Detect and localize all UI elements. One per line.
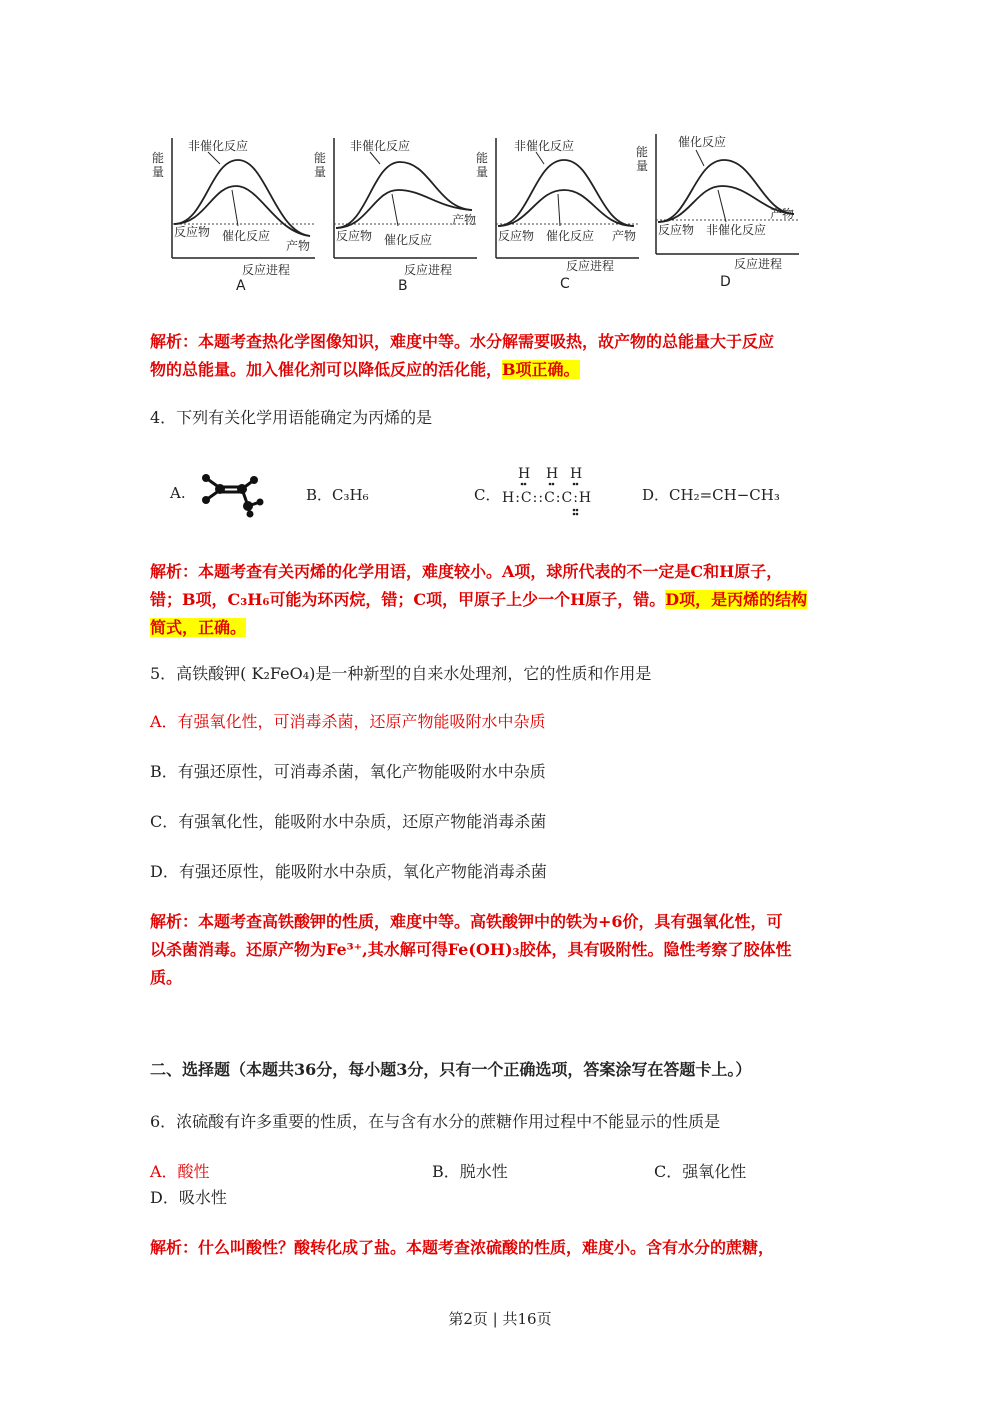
q5-option-a: A．有强氧化性，可消毒杀菌，还原产物能吸附水中杂质 <box>150 712 546 731</box>
diagram-c-letter: C <box>560 276 570 292</box>
diagram-b-xlabel: 反应进程 <box>404 263 453 277</box>
diagram-b-product-label: 产物 <box>452 213 477 227</box>
q5-option-c: C．有强氧化性，能吸附水中杂质，还原产物能消毒杀菌 <box>150 812 547 831</box>
diagram-a-ylabel-2: 量 <box>152 165 165 179</box>
diagram-b-ylabel-1: 能 <box>314 151 327 165</box>
analysis-5-line-2: 以杀菌消毒。还原产物为Fe³⁺,其水解可得Fe(OH)₃胶体，具有吸附性。隐性考察了胶体性 <box>150 940 792 959</box>
section-2-title: 二、选择题（本题共36分，每小题3分，只有一个正确选项，答案涂写在答题卡上。） <box>150 1060 752 1079</box>
q6-option-a: A．酸性 <box>150 1162 210 1181</box>
diagram-b-ylabel-2: 量 <box>314 165 327 179</box>
diagram-c-ylabel-1: 能 <box>476 151 489 165</box>
analysis-3 <box>150 328 850 384</box>
diagram-b-letter: B <box>398 278 408 294</box>
analysis-4 <box>150 558 850 642</box>
diagram-a-reactant-label: 反应物 <box>174 225 211 239</box>
diagram-d <box>636 134 799 290</box>
svg-text:H: H <box>518 466 531 482</box>
diagram-d-letter: D <box>720 274 731 290</box>
analysis-6 <box>150 1234 850 1274</box>
diagram-d-reactant-label: 反应物 <box>658 223 695 237</box>
analysis-3-highlight: B项正确。 <box>502 360 580 379</box>
analysis-5-line-1: 解析：本题考查高铁酸钾的性质，难度中等。高铁酸钾中的铁为+6价，具有强氧化性，可 <box>150 912 783 931</box>
diagram-d-ylabel-2: 量 <box>636 159 649 173</box>
diagram-b <box>314 138 477 294</box>
q6-option-d: D．吸水性 <box>150 1188 227 1207</box>
q6-option-b: B．脱水性 <box>432 1162 508 1181</box>
diagram-a-product-label: 产物 <box>286 239 311 253</box>
q4-option-c-label: C． <box>474 486 501 504</box>
q5-option-d: D．有强还原性，能吸附水中杂质，氧化产物能消毒杀菌 <box>150 862 547 881</box>
q4-electron-formula <box>500 464 610 520</box>
diagram-b-mid-label: 催化反应 <box>384 233 433 247</box>
diagram-a <box>152 138 315 294</box>
energy-diagrams <box>150 128 820 298</box>
analysis-3-line-2a: 物的总能量。加入催化剂可以降低反应的活化能， <box>150 360 503 379</box>
diagram-c <box>476 138 639 292</box>
analysis-4-line-2 <box>150 586 850 614</box>
question-4-stem: 4．下列有关化学用语能确定为丙烯的是 <box>150 408 433 427</box>
svg-text:H: H <box>570 466 583 482</box>
analysis-5-line-3: 质。 <box>150 968 183 987</box>
diagram-c-product-label: 产物 <box>612 229 637 243</box>
diagram-a-top-label: 非催化反应 <box>188 139 249 153</box>
diagram-c-mid-label: 催化反应 <box>546 229 595 243</box>
q4-option-d: D．CH₂=CH−CH₃ <box>642 486 780 504</box>
q6-option-c: C．强氧化性 <box>654 1162 747 1181</box>
diagram-c-xlabel: 反应进程 <box>566 259 615 273</box>
analysis-3-line-2 <box>150 356 850 384</box>
diagram-d-mid-label: 非催化反应 <box>706 223 767 237</box>
diagram-d-ylabel-1: 能 <box>636 145 649 159</box>
question-4-options <box>150 462 850 522</box>
analysis-6-line-1: 解析：什么叫酸性？酸转化成了盐。本题考查浓硫酸的性质，难度小。含有水分的蔗糖， <box>150 1238 775 1257</box>
svg-text:H: H <box>546 466 559 482</box>
analysis-5 <box>150 908 850 992</box>
analysis-4-line-1: 解析：本题考查有关丙烯的化学用语，难度较小。A项，球所代表的不一定是C和H原子， <box>150 562 783 581</box>
diagram-a-letter: A <box>236 278 246 294</box>
diagram-d-top-label: 催化反应 <box>678 135 727 149</box>
q4-option-a-label: A. <box>170 484 186 502</box>
diagram-c-reactant-label: 反应物 <box>498 229 535 243</box>
diagram-a-ylabel-1: 能 <box>152 151 165 165</box>
page-footer: 第2页 | 共16页 <box>448 1310 552 1328</box>
analysis-3-line-1: 解析：本题考查热化学图像知识，难度中等。水分解需要吸热，故产物的总能量大于反应 <box>150 332 775 351</box>
q4-ball-stick-model <box>198 468 268 518</box>
diagram-d-product-label: 产物 <box>770 207 795 221</box>
q4-electron-formula-text: H:C::C:C:H <box>502 490 593 506</box>
analysis-4-line-3 <box>150 614 850 642</box>
diagram-a-mid-label: 催化反应 <box>222 229 271 243</box>
diagram-d-xlabel: 反应进程 <box>734 257 783 271</box>
diagram-c-ylabel-2: 量 <box>476 165 489 179</box>
diagram-b-top-label: 非催化反应 <box>350 139 411 153</box>
question-5-stem: 5．高铁酸钾( K₂FeO₄)是一种新型的自来水处理剂，它的性质和作用是 <box>150 664 652 683</box>
diagram-c-top-label: 非催化反应 <box>514 139 575 153</box>
analysis-4-highlight-2: 简式，正确。 <box>150 618 247 637</box>
q5-option-b: B．有强还原性，可消毒杀菌，氧化产物能吸附水中杂质 <box>150 762 546 781</box>
q4-option-b: B．C₃H₆ <box>306 486 369 504</box>
analysis-4-line-2a: 错；B项，C₃H₆可能为环丙烷，错；C项，甲原子上少一个H原子，错。 <box>150 590 666 609</box>
diagram-a-xlabel: 反应进程 <box>242 263 291 277</box>
question-6-stem: 6．浓硫酸有许多重要的性质，在与含有水分的蔗糖作用过程中不能显示的性质是 <box>150 1112 721 1131</box>
analysis-4-highlight-1: D项，是丙烯的结构 <box>665 590 808 609</box>
diagram-b-reactant-label: 反应物 <box>336 229 373 243</box>
